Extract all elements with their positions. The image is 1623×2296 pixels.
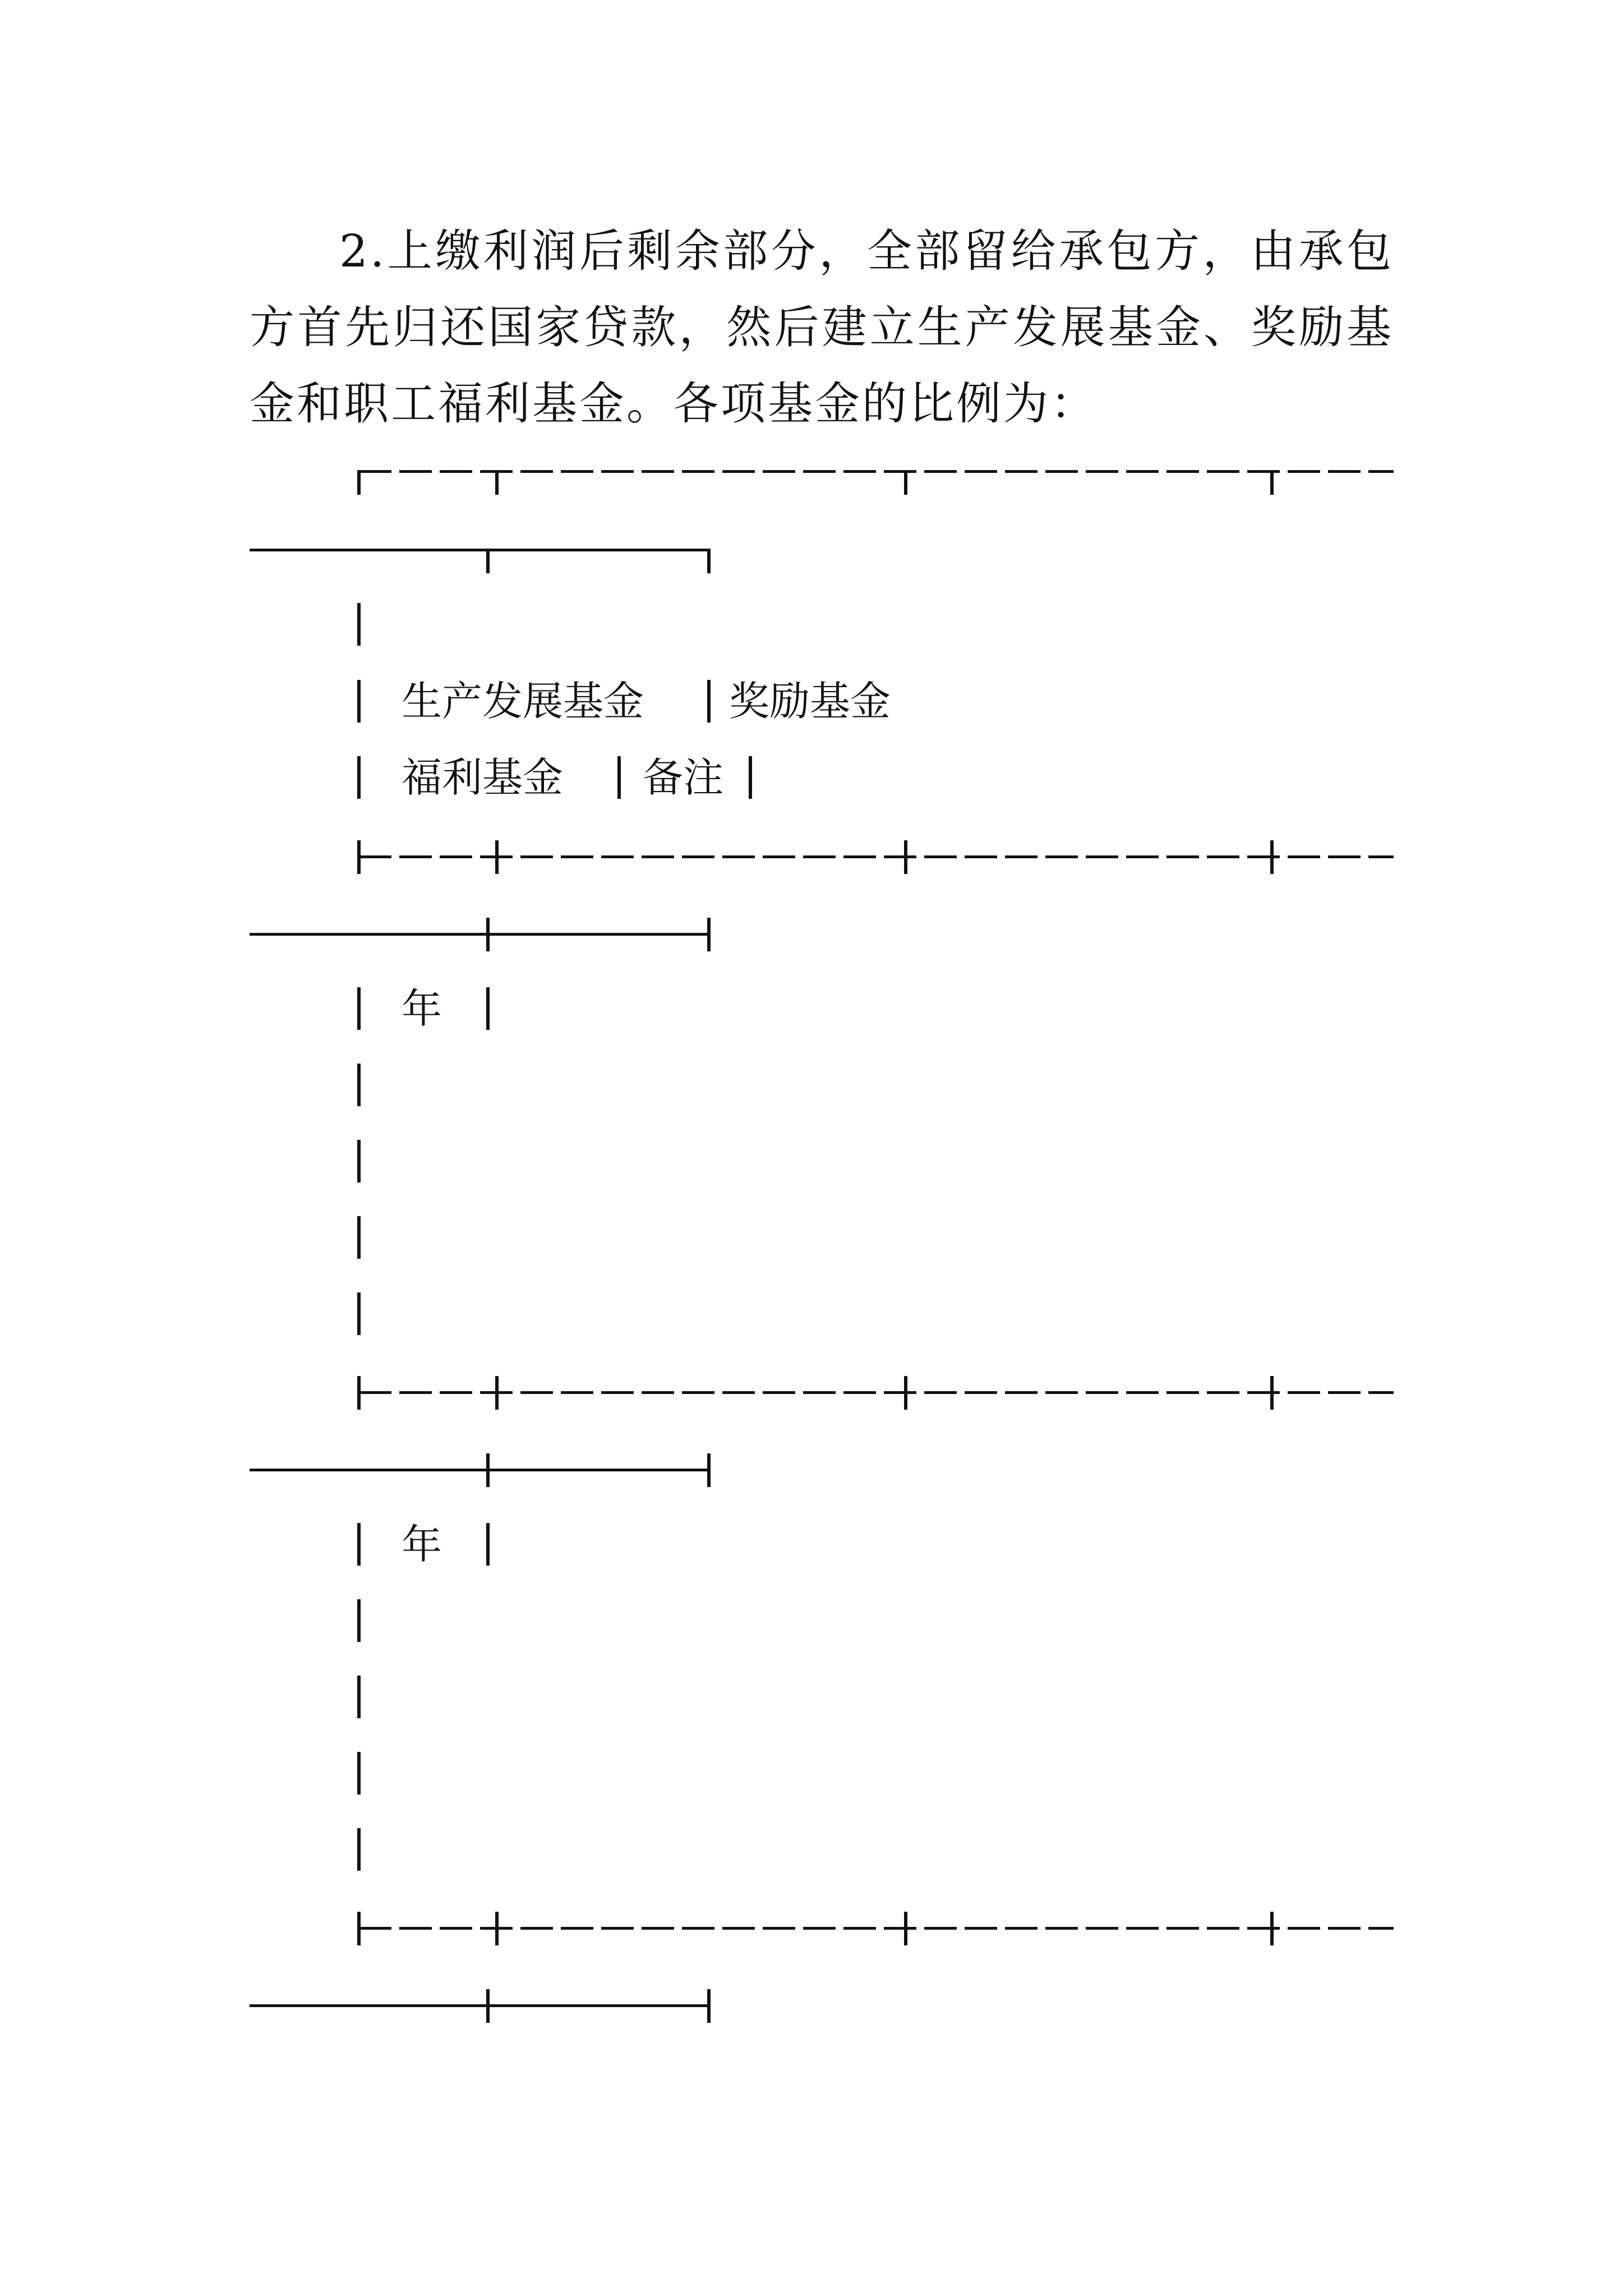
table-corner-tr [707, 549, 711, 573]
table-cross [904, 840, 907, 874]
table-left-border [357, 756, 361, 799]
table-cross [495, 1376, 499, 1410]
table-tick [486, 549, 490, 573]
table-left-border [357, 1523, 361, 1566]
table-tick [495, 470, 499, 495]
table-left-border [357, 1752, 361, 1795]
table-corner-tl [357, 470, 361, 495]
table-bottom-border-wrap [250, 2004, 711, 2007]
table-cross [486, 1989, 490, 2023]
header-divider [617, 756, 621, 799]
header-cell: 备注 [643, 754, 724, 801]
table-cross [1270, 1912, 1274, 1945]
table-cross [486, 918, 490, 951]
year-cell: 年 [402, 985, 442, 1032]
table-row-separator-wrap [250, 1469, 711, 1471]
table-cross [707, 918, 711, 951]
table-cross [904, 1912, 907, 1945]
table-cross [1270, 1376, 1274, 1410]
table-row-separator-wrap [250, 933, 711, 936]
table-row-separator [359, 1391, 1394, 1394]
table-top-border [359, 470, 1394, 473]
table-row-separator [359, 1927, 1394, 1930]
table-left-border [357, 1292, 361, 1335]
table-cross [357, 840, 361, 874]
table-cross [357, 1912, 361, 1945]
header-divider [707, 680, 711, 723]
table-left-border [357, 1216, 361, 1259]
header-divider [749, 756, 752, 799]
body-paragraph: 2.上缴利润后剩余部分，全部留给承包方，由承包方首先归还国家贷款，然后建立生产发展基金、奖励基金和职工福利基金。各项基金的比例为： [250, 225, 1394, 430]
year-cell: 年 [402, 1521, 442, 1568]
table-left-border [357, 987, 361, 1030]
table-cross [904, 1376, 907, 1410]
row-divider [486, 1523, 490, 1566]
header-cell: 奖励基金 [729, 678, 891, 725]
header-cell: 福利基金 [402, 754, 564, 801]
table-cross [1270, 840, 1274, 874]
table-cross [495, 840, 499, 874]
table-left-border [357, 1140, 361, 1182]
table-cross [707, 1453, 711, 1487]
table-tick [1270, 470, 1274, 495]
table-cross [707, 1989, 711, 2023]
header-cell: 生产发展基金 [402, 678, 644, 725]
table-cross [486, 1453, 490, 1487]
table-left-border [357, 603, 361, 646]
table-left-border [357, 1599, 361, 1642]
table-cross [357, 1376, 361, 1410]
table-row-separator [359, 855, 1394, 858]
table-left-border [357, 680, 361, 723]
table-left-border [357, 1064, 361, 1106]
table-cross [495, 1912, 499, 1945]
row-divider [486, 987, 490, 1030]
table-left-border [357, 1828, 361, 1871]
table-top-border-wrap [250, 549, 711, 551]
table-tick [904, 470, 907, 495]
table-left-border [357, 1676, 361, 1718]
